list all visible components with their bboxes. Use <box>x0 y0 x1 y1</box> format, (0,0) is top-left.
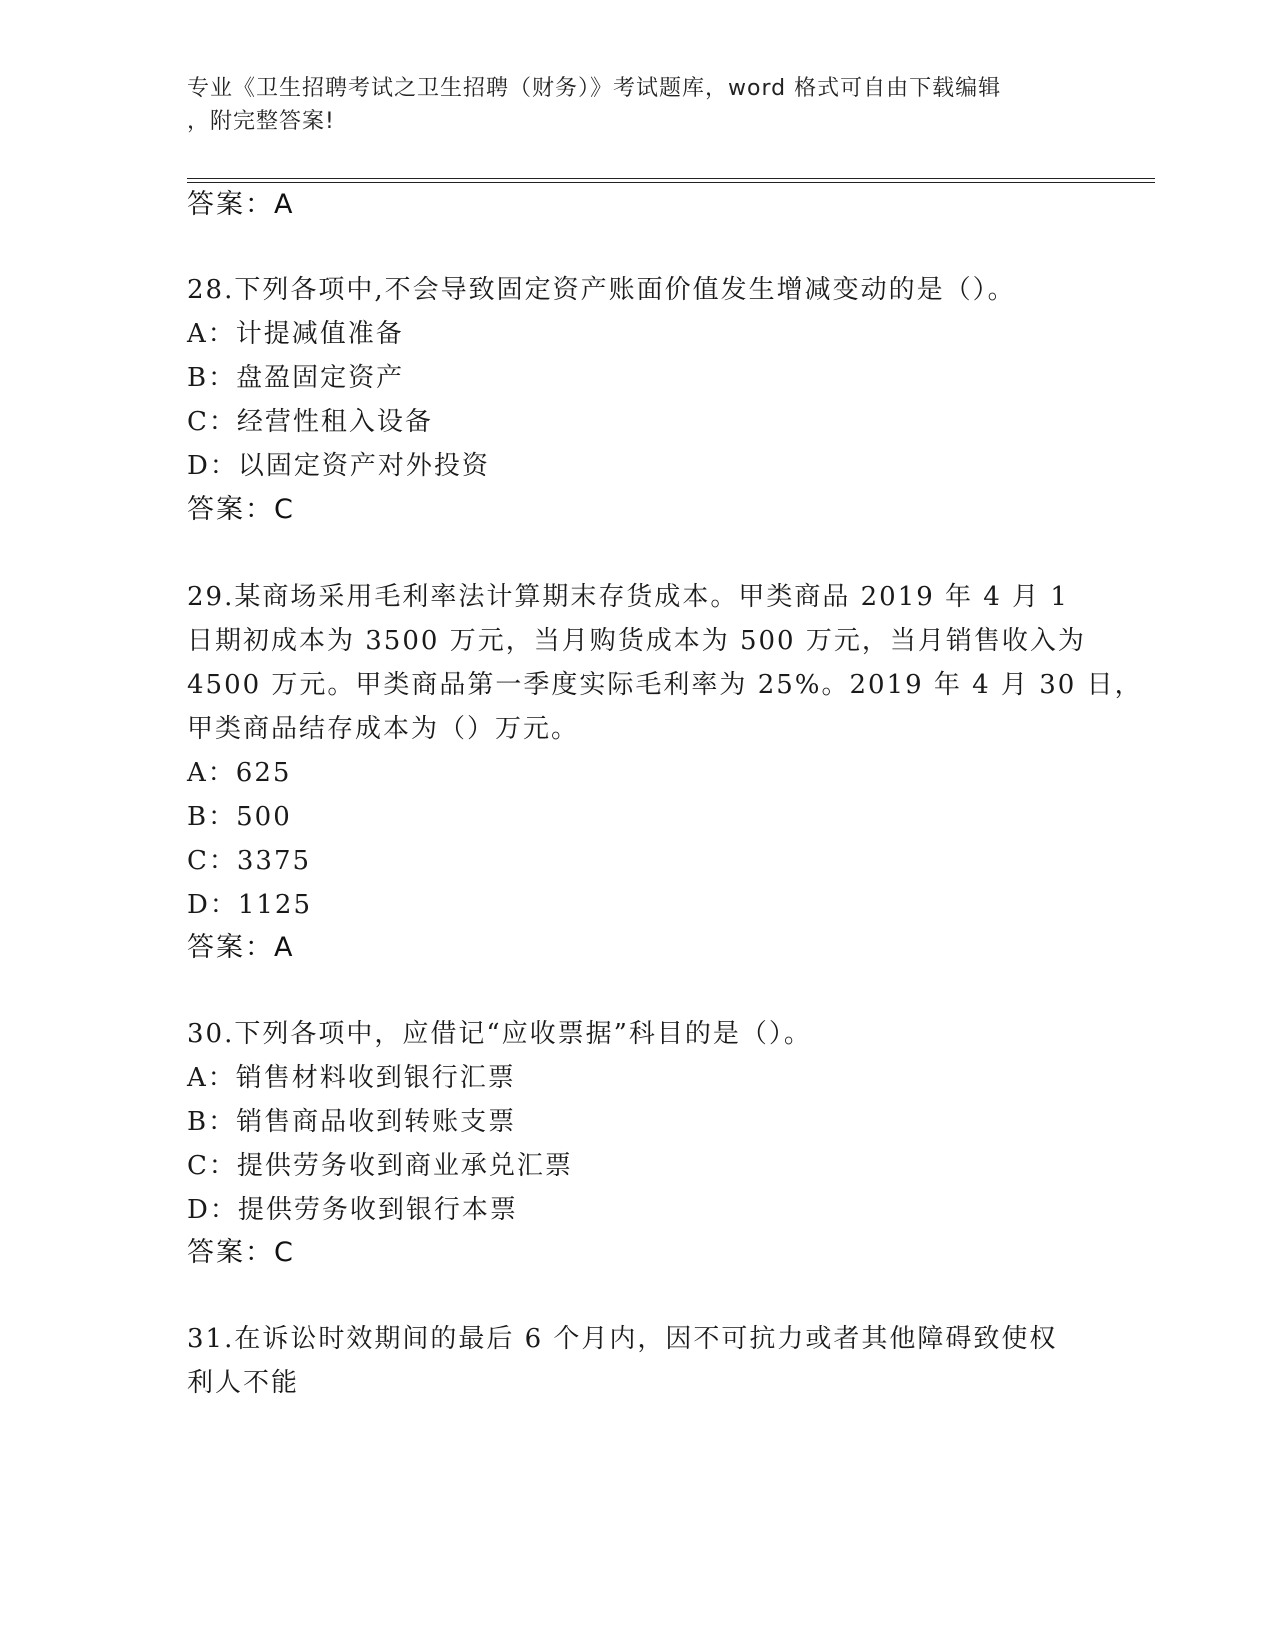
q29-option-c: C：3375 <box>187 846 312 876</box>
q28-option-c: C：经营性租入设备 <box>187 407 433 437</box>
q29-option-a: A：625 <box>187 758 292 788</box>
q29-answer: 答案：A <box>187 932 295 963</box>
q30-stem: 30.下列各项中，应借记“应收票据”科目的是（）。 <box>187 1019 812 1049</box>
header-divider-bottom <box>187 182 1155 183</box>
q29-option-b: B：500 <box>187 802 292 832</box>
q29-stem-line-4: 甲类商品结存成本为（）万元。 <box>187 714 580 744</box>
header-divider-top <box>187 178 1155 179</box>
q30-option-d: D：提供劳务收到银行本票 <box>187 1195 518 1225</box>
header-line-1: 专业《卫生招聘考试之卫生招聘（财务）》考试题库，word 格式可自由下载编辑 <box>187 76 1002 101</box>
q31-stem-line-1: 31.在诉讼时效期间的最后 6 个月内，因不可抗力或者其他障碍致使权 <box>187 1324 1058 1354</box>
q28-option-d: D：以固定资产对外投资 <box>187 451 490 481</box>
q29-stem-line-1: 29.某商场采用毛利率法计算期末存货成本。甲类商品 2019 年 4 月 1 <box>187 582 1069 612</box>
q28-answer: 答案：C <box>187 494 295 525</box>
q28-stem: 28.下列各项中,不会导致固定资产账面价值发生增减变动的是（）。 <box>187 275 1016 305</box>
document-header <box>187 72 1067 138</box>
q30-option-c: C：提供劳务收到商业承兑汇票 <box>187 1151 573 1181</box>
previous-answer: 答案：A <box>187 189 295 220</box>
q30-option-a: A：销售材料收到银行汇票 <box>187 1063 516 1093</box>
q31-stem-line-2: 利人不能 <box>187 1368 300 1398</box>
q28-option-a: A：计提减值准备 <box>187 319 404 349</box>
q29-option-d: D：1125 <box>187 890 313 920</box>
q29-stem-line-3: 4500 万元。甲类商品第一季度实际毛利率为 25%。2019 年 4 月 30 日， <box>187 670 1143 700</box>
q30-answer: 答案：C <box>187 1237 295 1268</box>
header-line-2: ，附完整答案! <box>187 109 335 134</box>
q28-option-b: B：盘盈固定资产 <box>187 363 405 393</box>
q29-stem-line-2: 日期初成本为 3500 万元，当月购货成本为 500 万元，当月销售收入为 <box>187 626 1086 656</box>
q30-option-b: B：销售商品收到转账支票 <box>187 1107 517 1137</box>
